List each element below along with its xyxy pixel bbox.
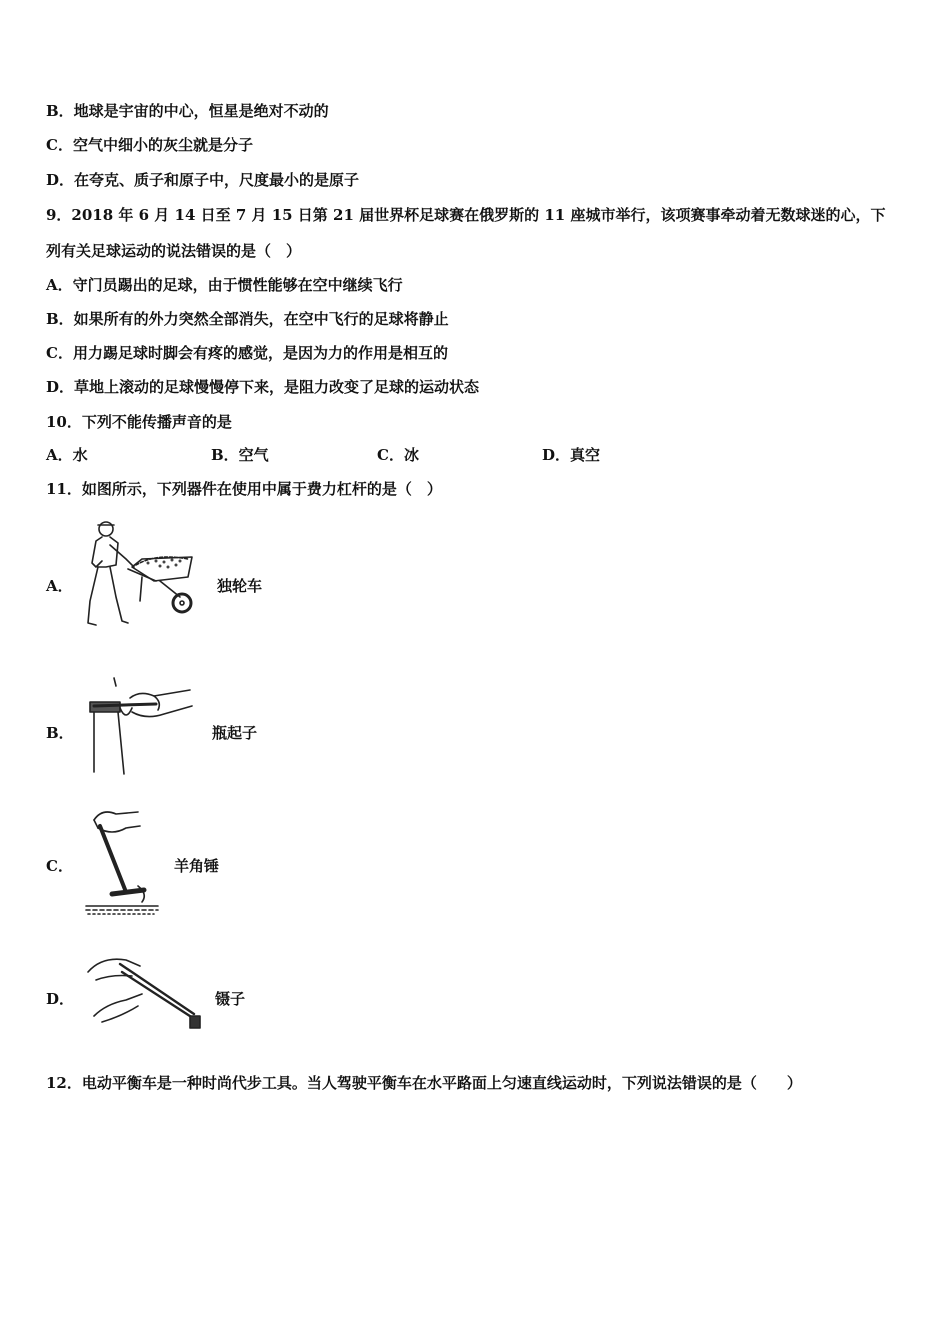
q12-stem: 12．电动平衡车是一种时尚代步工具。当人驾驶平衡车在水平路面上匀速直线运动时，下列说法错误的是（ ） — [46, 1074, 802, 1092]
q9-option-a: A．守门员踢出的足球，由于惯性能够在空中继续飞行 — [46, 276, 403, 294]
q11-option-c-caption: 羊角锤 — [174, 857, 220, 875]
bottle-opener-icon — [80, 672, 200, 780]
q9-stem-line-2: 列有关足球运动的说法错误的是（ ） — [46, 242, 302, 260]
q8-option-d: D．在夸克、质子和原子中，尺度最小的是原子 — [46, 171, 360, 189]
q8-option-c: C．空气中细小的灰尘就是分子 — [46, 136, 253, 154]
q10-option-a: A．水 — [46, 446, 88, 464]
q10-option-c: C．冰 — [377, 446, 419, 464]
claw-hammer-icon — [82, 806, 162, 918]
q9-stem-line-1: 9．2018 年 6 月 14 日至 7 月 15 日第 21 届世界杯足球赛在俄罗斯的 11 座城市举行，该项赛事牵动着无数球迷的心，下 — [46, 206, 886, 224]
q8-option-b: B．地球是宇宙的中心，恒星是绝对不动的 — [46, 102, 329, 120]
q11-option-b-label: B． — [46, 724, 74, 742]
q9-option-d: D．草地上滚动的足球慢慢停下来，是阻力改变了足球的运动状态 — [46, 378, 480, 396]
q11-option-b-caption: 瓶起子 — [212, 724, 258, 742]
q11-stem: 11．如图所示，下列器件在使用中属于费力杠杆的是（ ） — [46, 480, 442, 498]
wheelbarrow-figure — [76, 515, 206, 633]
q11-option-a-label: A． — [46, 577, 73, 595]
wheelbarrow-icon — [76, 515, 206, 633]
q11-option-a-caption: 独轮车 — [217, 577, 263, 595]
q9-option-b: B．如果所有的外力突然全部消失，在空中飞行的足球将静止 — [46, 310, 449, 328]
q10-stem: 10．下列不能传播声音的是 — [46, 413, 232, 431]
q10-option-b: B．空气 — [211, 446, 269, 464]
tweezers-figure — [82, 950, 212, 1032]
q11-option-c-label: C． — [46, 857, 73, 875]
bottle-opener-figure — [80, 672, 200, 780]
q9-option-c: C．用力踢足球时脚会有疼的感觉，是因为力的作用是相互的 — [46, 344, 448, 362]
claw-hammer-figure — [82, 806, 162, 918]
tweezers-icon — [82, 950, 212, 1032]
q11-option-d-label: D． — [46, 990, 75, 1008]
q10-option-d: D．真空 — [542, 446, 601, 464]
q11-option-d-caption: 镊子 — [215, 990, 246, 1008]
